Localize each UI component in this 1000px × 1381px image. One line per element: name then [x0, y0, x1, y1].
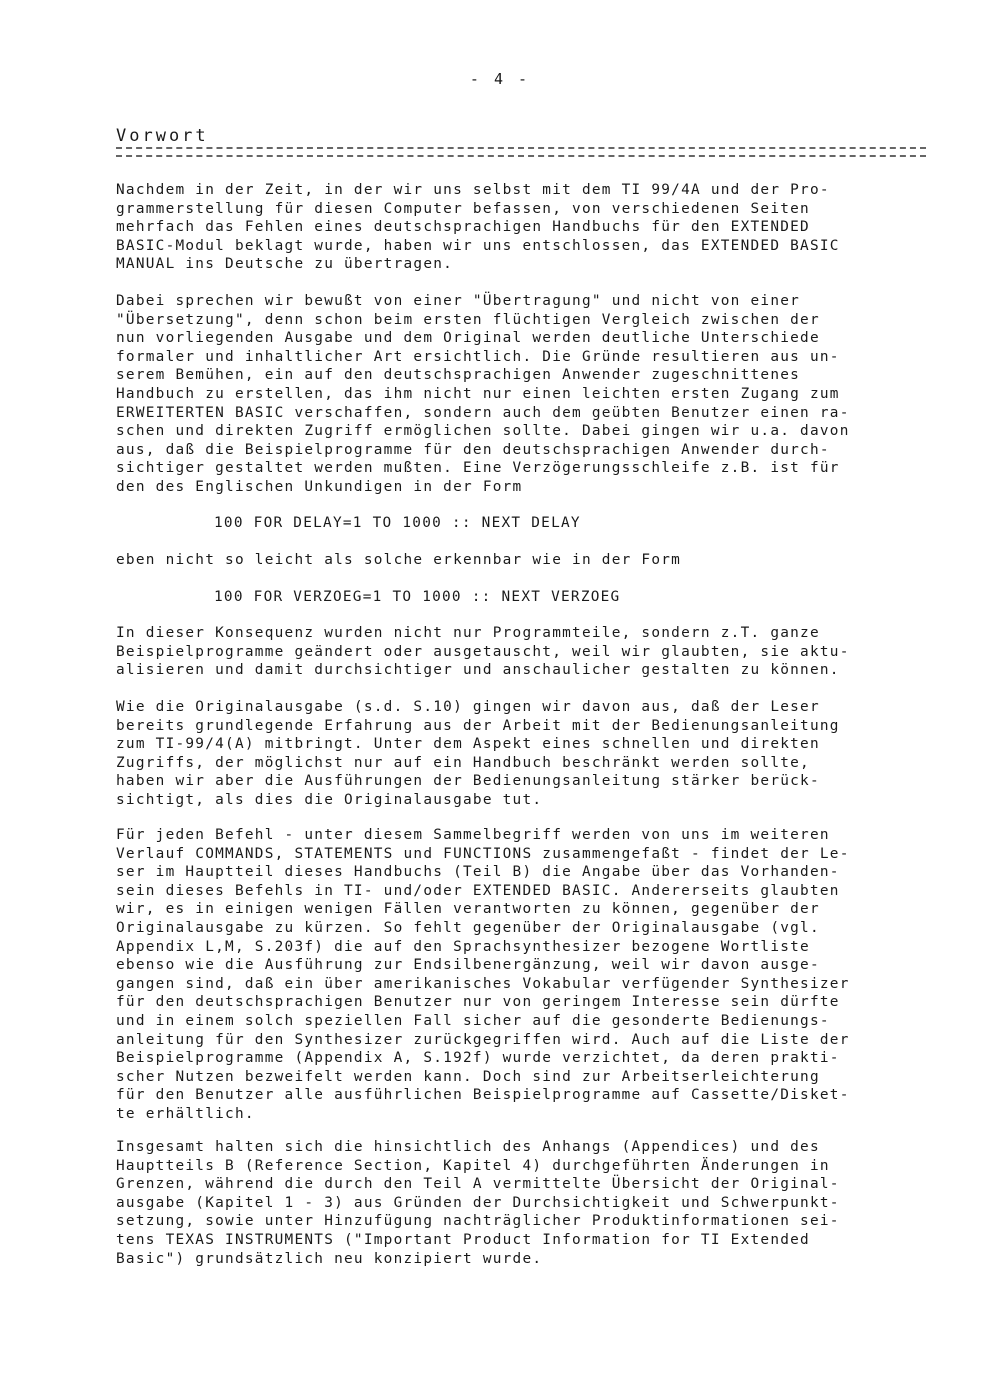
code-example-verzoeg: 100 FOR VERZOEG=1 TO 1000 :: NEXT VERZOEG — [214, 589, 621, 605]
heading-underline-rule — [116, 147, 926, 157]
paragraph-befehle: Für jeden Befehl - unter diesem Sammelbegriff werden von uns im weiteren Verlauf COMMANDS, STATEMENTS und FUNCTIONS zusammengefaßt - findet der Le- ser im Hauptteil dieses Handbuchs (Teil B) die Angabe über das Vorhanden- sein dieses Befehls in TI- und/oder EXTENDED BASIC. Andererseits glaubten wir, es in einigen wenigen Fällen verantworten zu können, gegenüber der Originalausgabe zu kürzen. So fehlt gegenüber der Originalausgabe (vgl. Appendix L,M, S.203f) die auf den Sprachsynthesizer bezogene Wortliste ebenso wie die Ausführung zur Endsilbenergänzung, weil wir davon ausge- gangen sind, daß ein über amerikanisches Vokabular verfügender Synthesizer für den deutschsprachigen Benutzer nur von geringem Interesse sein dürfte und in einem solch speziellen Fall sicher auf die gesonderte Bedienungs- anleitung für den Synthesizer zurückgegriffen wird. Auch auf die Liste der Beispielprogramme (Appendix A, S.192f) wurde verzichtet, da deren prakti- scher Nutzen bezweifelt werden kann. Doch sind zur Arbeitserleichterung für den Benutzer alle ausführlichen Beispielprogramme auf Cassette/Disket- te erhältlich. — [116, 827, 850, 1122]
paragraph-insgesamt: Insgesamt halten sich die hinsichtlich des Anhangs (Appendices) und des Hauptteils B (Reference Section, Kapitel 4) durchgeführten Änderungen in Grenzen, während die durch den Teil A vermittelte Übersicht der Original- ausgabe (Kapitel 1 - 3) aus Gründen der Durchsichtigkeit und Schwerpunkt- setzung, sowie unter Hinzufügung nachträglicher Produktinformationen sei- tens TEXAS INSTRUMENTS ("Important Product Information for TI Extended Basic") grundsätzlich neu konzipiert wurde. — [116, 1139, 840, 1267]
code-example-delay: 100 FOR DELAY=1 TO 1000 :: NEXT DELAY — [214, 515, 581, 531]
paragraph-intro: Nachdem in der Zeit, in der wir uns selbst mit dem TI 99/4A und der Pro- grammerstellung für diesen Computer befassen, von verschiedenen Seiten mehrfach das Fehlen eines deutschsprachigen Handbuchs für den EXTENDED BASIC-Modul beklagt wurde, haben wir uns entschlossen, das EXTENDED BASIC MANUAL ins Deutsche zu übertragen. — [116, 182, 840, 273]
paragraph-originalausgabe: Wie die Originalausgabe (s.d. S.10) gingen wir davon aus, daß der Leser bereits grundlegende Erfahrung aus der Arbeit mit der Bedienungsanleitung zum TI-99/4(A) mitbringt. Unter dem Aspekt eines schnellen und direkten Zugriffs, der möglichst nur auf ein Handbuch beschränkt werden sollte, haben wir aber die Ausführungen der Bedienungsanleitung stärker berück- sichtigt, als dies die Originalausgabe tut. — [116, 699, 840, 808]
paragraph-transition: eben nicht so leicht als solche erkennbar wie in der Form — [116, 552, 682, 568]
paragraph-uebertragung: Dabei sprechen wir bewußt von einer "Übertragung" und nicht von einer "Übersetzung", denn schon beim ersten flüchtigen Vergleich zwischen der nun vorliegenden Ausgabe und dem Original werden deutliche Unterschiede formaler und inhaltlicher Art ersichtlich. Die Gründe resultieren aus un- serem Bemühen, ein auf den deutschsprachigen Anwender zugeschnittenes Handbuch zu erstellen, das ihm nicht nur einen leichten ersten Zugang zum ERWEITERTEN BASIC verschaffen, sondern auch dem geübten Benutzer einen ra- schen und direkten Zugriff ermöglichen sollte. Dabei gingen wir u.a. davon aus, daß die Beispielprogramme für den deutschsprachigen Anwender durch- sichtiger gestaltet werden mußten. Eine Verzögerungsschleife z.B. ist für den des Englischen Unkundigen in der Form — [116, 293, 850, 495]
section-heading: Vorwort — [116, 126, 209, 146]
page-number: - 4 - — [469, 70, 531, 88]
paragraph-konsequenz: In dieser Konsequenz wurden nicht nur Programmteile, sondern z.T. ganze Beispielprogramme geändert oder ausgetauscht, weil wir glaubten, sie aktu- alisieren und damit durchsichtiger und anschaulicher gestalten zu können. — [116, 625, 850, 679]
